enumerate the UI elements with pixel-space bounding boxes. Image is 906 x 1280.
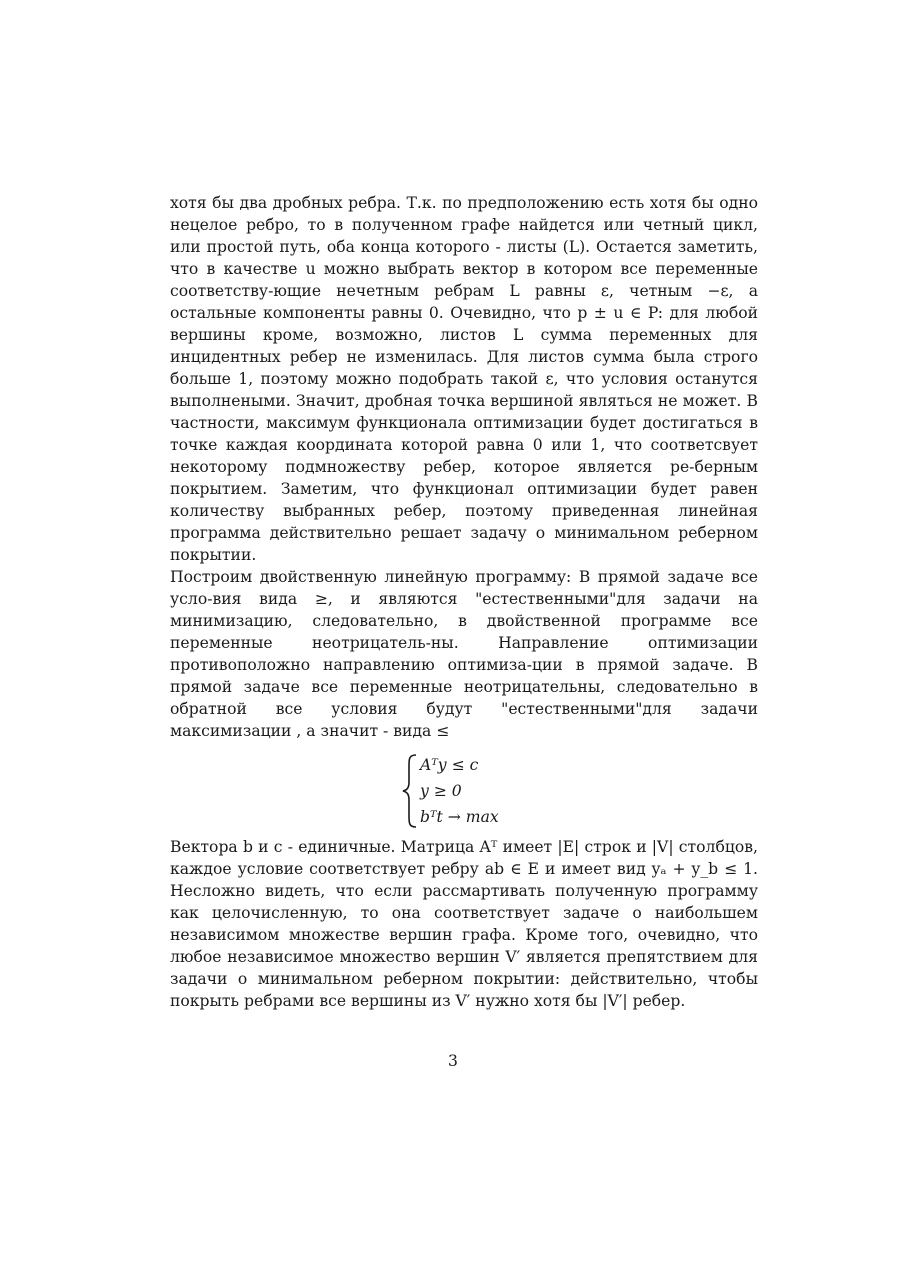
left-brace-icon <box>402 754 418 828</box>
dual-program-system <box>170 752 758 830</box>
page-number: 3 <box>448 1052 458 1070</box>
page-body <box>170 192 758 1012</box>
equation-line-3: bᵀt → max <box>420 808 499 826</box>
paragraph-2: Построим двойственную линейную программу: В прямой задаче все усло-вия вида ≥, и являются "естественными"для задачи на минимизацию, следовательно, в двойственной программе все переменные неотрицатель-ны. Направление оптимизации противоположно направлению оптимиза-ции в прямой задаче. В прямой задаче все переменные неотрицательны, следовательно в обратной все условия будут "естественными"для задачи максимизации , а значит - вида ≤ <box>170 568 758 740</box>
paragraph-1: хотя бы два дробных ребра. Т.к. по предположению есть хотя бы одно нецелое ребро, то в полученном графе найдется или четный цикл, или простой путь, оба конца которого - листы (L). Остается заметить, что в качестве u можно выбрать вектор в котором все переменные соответству-ющие нечетным ребрам L равны ε, четным −ε, а остальные компоненты равны 0. Очевидно, что p ± u ∈ P: для любой вершины кроме, возможно, листов L сумма переменных для инцидентных ребер не изменилась. Для листов сумма была строго больше 1, поэтому можно подобрать такой ε, что условия останутся выполнеными. Значит, дробная точка вершиной являться не может. В частности, максимум функционала оптимизации будет достигаться в точке каждая координата которой равна 0 или 1, что соответсвует некоторому подмножеству ребер, которое является ре-берным покрытием. Заметим, что функционал оптимизации будет равен количеству выбранных ребер, поэтому приведенная линейная программа действительно решает задачу о минимальном реберном покрытии. <box>170 194 758 564</box>
equation-line-2: y ≥ 0 <box>420 782 462 800</box>
equation-line-1: Aᵀy ≤ c <box>420 756 479 774</box>
paragraph-3: Вектора b и c - единичные. Матрица Aᵀ имеет |E| строк и |V| столбцов, каждое условие соответствует ребру ab ∈ E и имеет вид yₐ + y_b ≤ 1. Несложно видеть, что если рассмартивать полученную программу как целочисленную, то она соответствует задаче о наибольшем независимом множестве вершин графа. Кроме того, очевидно, что любое независимое множество вершин V′ является препятствием для задачи о минимальном реберном покрытии: действительно, чтобы покрыть ребрами все вершины из V′ нужно хотя бы |V′| ребер. <box>170 838 758 1010</box>
